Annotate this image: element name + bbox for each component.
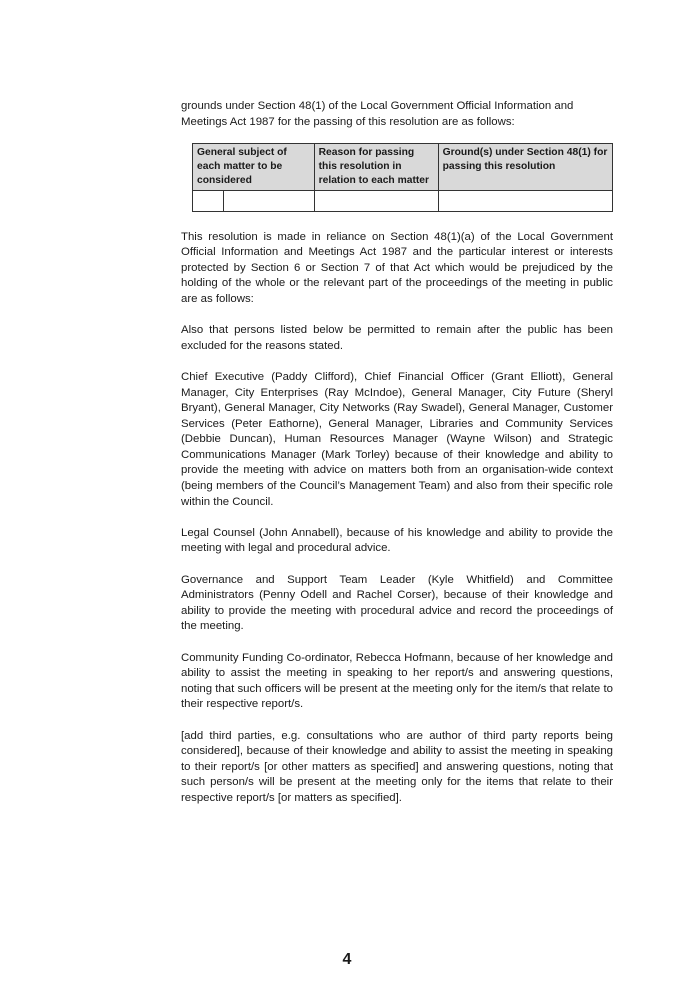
- table-cell-grounds: [438, 190, 612, 211]
- grounds-table: [192, 143, 613, 211]
- community-funding-paragraph: Community Funding Co-ordinator, Rebecca Hofmann, because of her knowledge and ability to assist the meeting in speaking to her report/s and answering questions, noting that such officers will be present at the meeting only for the item/s that relate to their respective report/s.: [181, 651, 613, 711]
- legal-counsel-paragraph: Legal Counsel (John Annabell), because of his knowledge and ability to provide the meeting with legal and procedural advice.: [181, 526, 613, 555]
- header-reason: Reason for passing this resolution in relation to each matter: [314, 144, 438, 190]
- table-cell-reason: [314, 190, 438, 211]
- page-number: 4: [342, 951, 352, 968]
- table-cell-number: [193, 190, 224, 211]
- reliance-paragraph: This resolution is made in reliance on Section 48(1)(a) of the Local Government Official Information and Meetings Act 1987 and the particular interest or interests protected by Section 6 or Section 7 of that Act which would be prejudiced by the holding of the whole or the relevant part of the proceedings of the meeting in public are as follows:: [181, 230, 613, 305]
- management-team-paragraph: Chief Executive (Paddy Clifford), Chief Financial Officer (Grant Elliott), General Manager, City Enterprises (Ray McIndoe), General Manager, City Future (Sheryl Bryant), General Manager, City Networks (Ray Swadel), General Manager, Customer Services (Peter Eathorne), General Manager, Libraries and Community Services (Debbie Duncan), Human Resources Manager (Wayne Wilson) and Strategic Communications Manager (Mark Torley) because of their knowledge and ability to provide the meeting with advice on matters both from an organisation-wide context (being members of the Council’s Management Team) and also from their specific role within the Council.: [181, 370, 613, 508]
- document-page: [181, 99, 613, 807]
- table-cell-subject: [224, 190, 315, 211]
- header-general-subject: General subject of each matter to be considered: [193, 144, 315, 190]
- table-header-row: [193, 144, 613, 190]
- header-grounds: Ground(s) under Section 48(1) for passing this resolution: [438, 144, 612, 190]
- third-parties-paragraph: [add third parties, e.g. consultations who are author of third party reports being considered], because of their knowledge and ability to assist the meeting in speaking to their report/s [or other matters as specified] and answering questions, noting that such person/s will be present at the meeting only for the items that relate to their respective report/s [or matters as specified].: [181, 729, 613, 804]
- table-row: [193, 190, 613, 211]
- permitted-persons-paragraph: Also that persons listed below be permitted to remain after the public has been excluded for the reasons stated.: [181, 324, 613, 352]
- governance-paragraph: Governance and Support Team Leader (Kyle Whitfield) and Committee Administrators (Penny Odell and Rachel Corser), because of their knowledge and ability to provide the meeting with procedural advice and record the proceedings of the meeting.: [181, 573, 613, 633]
- intro-paragraph: grounds under Section 48(1) of the Local Government Official Information and Meetings Act 1987 for the passing of this resolution are as follows:: [181, 100, 574, 128]
